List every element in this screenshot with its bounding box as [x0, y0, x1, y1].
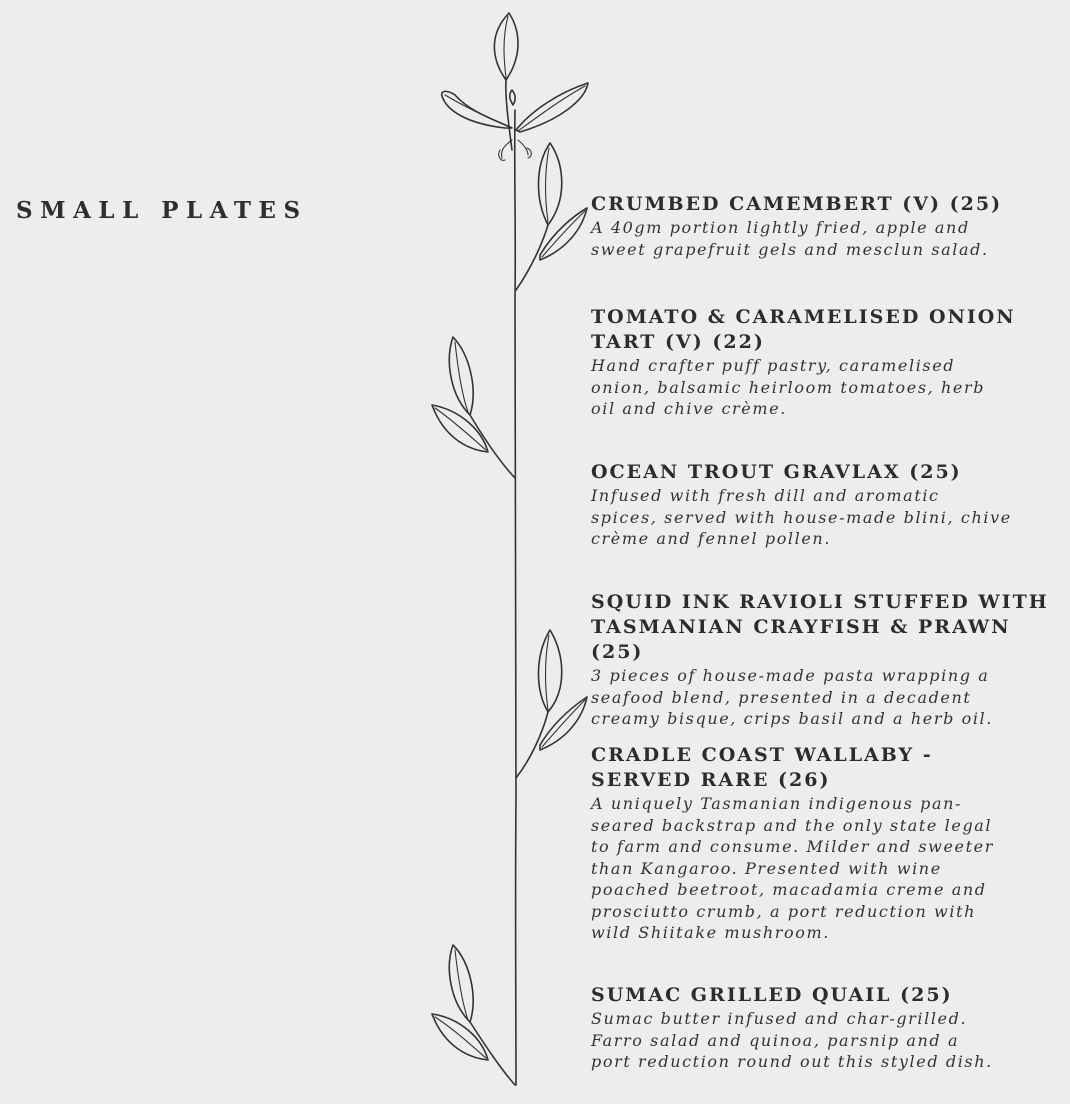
menu-item-squid-ink-ravioli — [591, 590, 1061, 730]
section-title: SMALL PLATES — [16, 197, 308, 224]
item-name: TOMATO & CARAMELISED ONION TART (V) (22) — [591, 306, 1016, 353]
item-description: Infused with fresh dill and aromatic spices, served with house-made blini, chive crème and fennel pollen. — [591, 486, 1012, 548]
menu-item-wallaby — [591, 743, 1061, 944]
item-name: CRADLE COAST WALLABY - SERVED RARE (26) — [591, 744, 933, 791]
item-description: 3 pieces of house-made pasta wrapping a seafood blend, presented in a decadent creamy bisque, crips basil and a herb oil. — [591, 666, 993, 728]
item-name: SUMAC GRILLED QUAIL (25) — [591, 984, 953, 1006]
item-name: SQUID INK RAVIOLI STUFFED WITH TASMANIAN CRAYFISH & PRAWN (25) — [591, 591, 1049, 663]
menu-item-tomato-tart — [591, 305, 1061, 420]
right-sprig-icon-2 — [516, 630, 587, 778]
left-sprig-icon-2 — [432, 945, 515, 1085]
top-sprig-icon — [442, 13, 588, 160]
item-description: Sumac butter infused and char-grilled. Farro salad and quinoa, parsnip and a port reduction round out this styled dish. — [591, 1009, 993, 1071]
item-description: A uniquely Tasmanian indigenous pan- seared backstrap and the only state legal to farm and consume. Milder and sweeter than Kangaroo. Presented with wine poached beetroot, macadamia creme and prosciutto crumb, a port reduction with wild Shiitake mushroom. — [591, 794, 994, 942]
vine-stem — [515, 110, 516, 1085]
menu-item-crumbed-camembert — [591, 192, 1061, 260]
left-sprig-icon-1 — [432, 337, 515, 478]
item-name: CRUMBED CAMEMBERT (V) (25) — [591, 193, 1003, 215]
menu-item-sumac-quail — [591, 983, 1061, 1073]
item-description: Hand crafter puff pastry, caramelised onion, balsamic heirloom tomatoes, herb oil and chive crème. — [591, 356, 986, 418]
right-sprig-icon-1 — [516, 143, 587, 290]
item-description: A 40gm portion lightly fried, apple and sweet grapefruit gels and mesclun salad. — [591, 218, 989, 259]
menu-item-ocean-trout — [591, 460, 1061, 550]
item-name: OCEAN TROUT GRAVLAX (25) — [591, 461, 962, 483]
